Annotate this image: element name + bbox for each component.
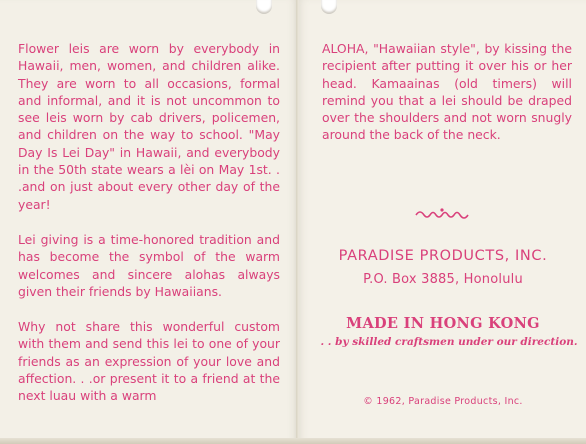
company-address: P.O. Box 3885, Honolulu [363,272,523,287]
center-fold [296,0,299,444]
left-panel-text [18,40,280,423]
paragraph-lei-wearing: Flower leis are worn by everybody in Hawaii, men, women, and children alike. They are worn to all occasions, formal and informal, and it is not uncommon to see leis worn by cab drivers, policemen, and children on the way to school. "May Day Is Lei Day" in Hawaii, and everybody in the 50th state wears a lèi on May 1st. . .and on just about every other day of the year! [18,41,280,212]
copyright-notice: © 1962, Paradise Products, Inc. [363,396,523,407]
made-in-label: MADE IN HONG KONG [346,315,540,332]
paragraph-lei-giving: Lei giving is a time-honored tradition and has become the symbol of the warm welcomes and sincere alohas always given their friends by Hawaiians. [18,231,280,299]
craftsmen-note: . . by skilled craftsmen under our direction. [320,336,578,348]
paragraph-aloha: ALOHA, "Hawaiian style", by kissing the recipient after putting it over his or her head. Kamaainas (old timers) will remind you that a lei should be draped over the shoulders and not worn snugly around the back of the neck. [322,41,572,143]
scroll-ornament-icon [414,206,470,220]
bottom-edge [0,438,586,444]
paragraph-share-custom: Why not share this wonderful custom with them and send this lei to one of your friends as an expression of your love and affection. . .or present it to a friend at the next luau with a warm [18,319,280,404]
company-name: PARADISE PRODUCTS, INC. [338,248,548,264]
